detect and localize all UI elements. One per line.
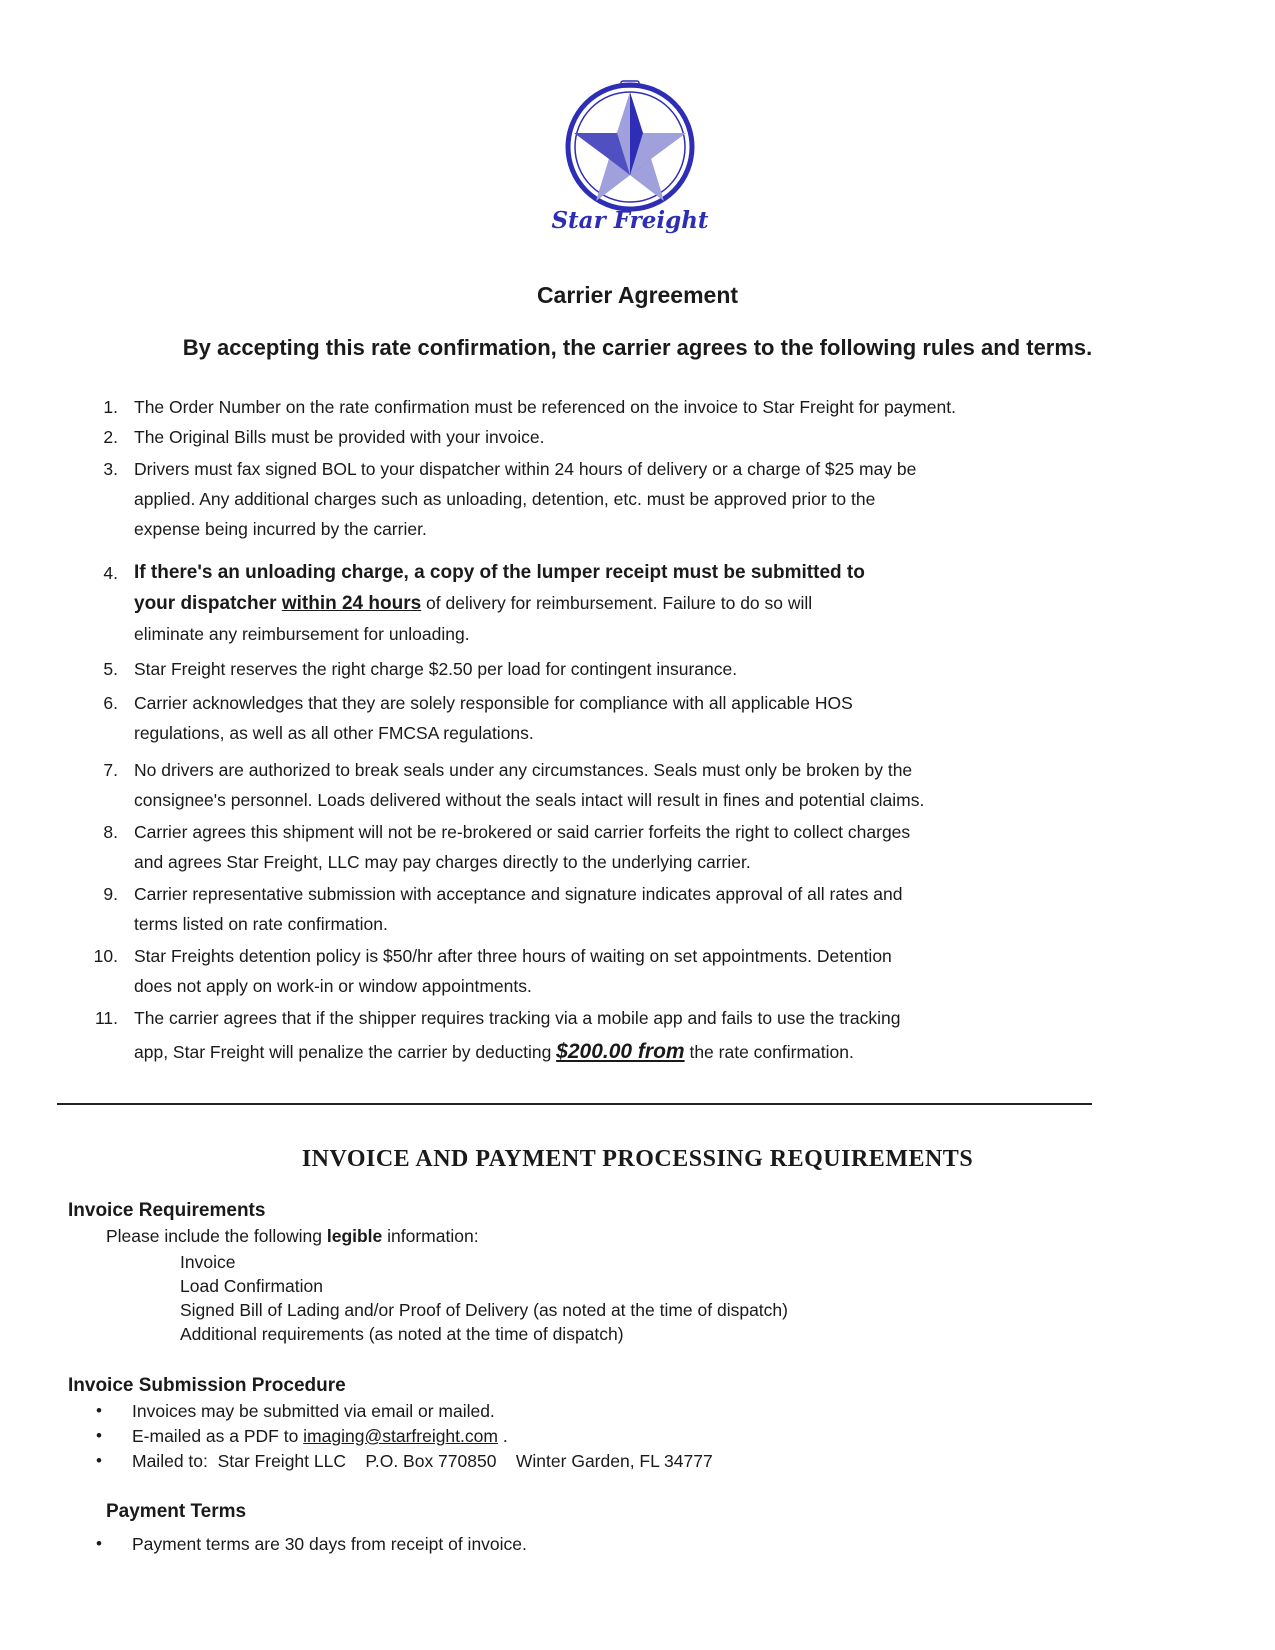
rule-line: No drivers are authorized to break seals under any circumstances. Seals must only be broken by the [134, 760, 913, 780]
bullet-icon: • [96, 1451, 102, 1470]
rule-line: Drivers must fax signed BOL to your dispatcher within 24 hours of delivery or a charge of $25 may be [134, 459, 917, 479]
rule-text: The Original Bills must be provided with your invoice. [134, 427, 545, 447]
list-item: Signed Bill of Lading and/or Proof of Delivery (as noted at the time of dispatch) [180, 1300, 788, 1320]
rule-line: If there's an unloading charge, a copy of the lumper receipt must be submitted to [134, 562, 865, 583]
rule-number: 8. [103, 822, 118, 842]
rule-text [134, 454, 1174, 544]
rule-text: The Order Number on the rate confirmation must be referenced on the invoice to Star Freight for payment. [134, 397, 956, 417]
rule-line: Carrier representative submission with acceptance and signature indicates approval of all rates and [134, 884, 903, 904]
bullet-icon: • [96, 1534, 102, 1553]
rule-line: app, Star Freight will penalize the carrier by deducting [134, 1042, 557, 1062]
rule-line: The carrier agrees that if the shipper requires tracking via a mobile app and fails to use the tracking [134, 1008, 901, 1028]
rule-number: 2. [103, 427, 118, 447]
page-subtitle: By accepting this rate confirmation, the carrier agrees to the following rules and terms. [182, 335, 1093, 360]
bullet-icon: • [96, 1426, 102, 1445]
rule-number: 11. [94, 1008, 118, 1028]
rule-number: 5. [103, 659, 118, 679]
rule-line: and agrees Star Freight, LLC may pay charges directly to the underlying carrier. [134, 852, 751, 872]
rule-line: the rate confirmation. [684, 1042, 854, 1062]
submission-item: Mailed to: Star Freight LLC P.O. Box 770850 Winter Garden, FL 34777 [132, 1451, 713, 1471]
rule-text [134, 558, 1174, 649]
rule-text [134, 1003, 1174, 1067]
section-divider [57, 1103, 1092, 1105]
rule-number: 7. [103, 760, 118, 780]
logo-text: Star Freight [551, 207, 709, 234]
rule-text [134, 688, 1174, 748]
invoice-submission-heading: Invoice Submission Procedure [68, 1375, 346, 1396]
rule-line: eliminate any reimbursement for unloading. [134, 624, 470, 644]
rule-line: Carrier agrees this shipment will not be re-brokered or said carrier forfeits the right to collect charges [134, 822, 911, 842]
rule-line: does not apply on work-in or window appointments. [134, 976, 532, 996]
rule-number: 1. [103, 397, 118, 417]
rule-line: Star Freights detention policy is $50/hr after three hours of waiting on set appointments. Detention [134, 946, 892, 966]
rule-line: applied. Any additional charges such as unloading, detention, etc. must be approved prior to the [134, 489, 876, 509]
submission-text: E-mailed as a PDF to [132, 1426, 304, 1446]
intro-text: information: [382, 1226, 479, 1246]
rule-text [134, 941, 1174, 1001]
page-title: Carrier Agreement [536, 282, 739, 308]
intro-text: Please include the following [106, 1226, 327, 1246]
rule-text [134, 879, 1174, 939]
rule-text [134, 755, 1174, 815]
rule-line: of delivery for reimbursement. Failure to do so will [421, 593, 813, 613]
submission-item [132, 1426, 508, 1447]
rule-line: consignee's personnel. Loads delivered without the seals intact will result in fines and potential claims. [134, 790, 925, 810]
submission-item: Invoices may be submitted via email or mailed. [132, 1401, 495, 1421]
rule-line: terms listed on rate confirmation. [134, 914, 388, 934]
rule-line: Carrier acknowledges that they are solely responsible for compliance with all applicable HOS [134, 693, 853, 713]
invoice-items-list [180, 1250, 788, 1346]
rule-number: 9. [103, 884, 118, 904]
rule-text [134, 817, 1174, 877]
rule-number: 10. [93, 946, 118, 966]
rule-number: 3. [103, 459, 118, 479]
list-item: Additional requirements (as noted at the time of dispatch) [180, 1324, 624, 1344]
invoice-requirements-heading: Invoice Requirements [68, 1200, 266, 1221]
list-item: Invoice [180, 1252, 236, 1272]
rule-line: expense being incurred by the carrier. [134, 519, 427, 539]
submission-text: . [497, 1426, 508, 1446]
rule-text: Star Freight reserves the right charge $2.50 per load for contingent insurance. [134, 659, 738, 679]
rule-number: 4. [103, 563, 118, 583]
payment-terms-heading: Payment Terms [106, 1501, 247, 1522]
list-item: Load Confirmation [180, 1276, 323, 1296]
rule-underline-text: within 24 hours [281, 593, 422, 614]
email-link[interactable]: imaging@starfreight.com [303, 1426, 498, 1446]
intro-bold-text: legible [326, 1226, 383, 1246]
star-freight-logo [551, 75, 709, 245]
payment-terms-item: Payment terms are 30 days from receipt of invoice. [132, 1534, 527, 1554]
bullet-icon: • [96, 1401, 102, 1420]
rule-line: regulations, as well as all other FMCSA regulations. [134, 723, 534, 743]
rule-number: 6. [103, 693, 118, 713]
invoice-intro [106, 1226, 479, 1247]
section-title: INVOICE AND PAYMENT PROCESSING REQUIREMENTS [301, 1146, 974, 1172]
rule-bold-text: your dispatcher [134, 593, 282, 614]
penalty-amount: $200.00 from [556, 1040, 685, 1063]
